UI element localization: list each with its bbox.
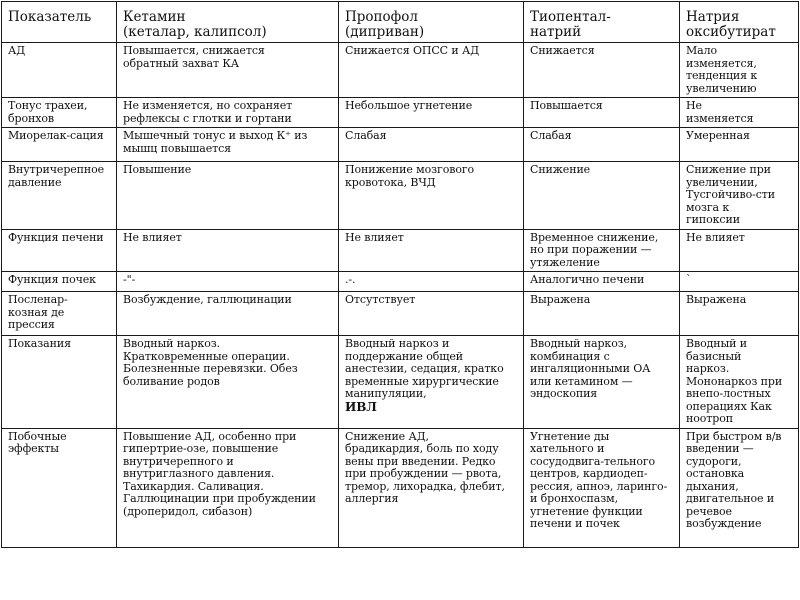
cell-propofol: .-. xyxy=(339,272,524,292)
comparison-table xyxy=(1,1,799,548)
cell-ketamine: Не влияет xyxy=(117,229,339,272)
cell-thiopental: Вводный наркоз, комбинация с ингаляционными ОА или кетамином — эндоскопия xyxy=(524,336,680,429)
cell-indicator: АД xyxy=(2,43,117,98)
row-bronchial-tone xyxy=(2,98,799,128)
cell-indicator: Внутричерепное давление xyxy=(2,162,117,230)
cell-ketamine: Повышается, снижается обратный захват КА xyxy=(117,43,339,98)
cell-ketamine: Возбуждение, галлюцинации xyxy=(117,292,339,336)
cell-indicator: Показания xyxy=(2,336,117,429)
cell-thiopental: Снижается xyxy=(524,43,680,98)
cell-ketamine: Мышечный тонус и выход К⁺ из мышц повышается xyxy=(117,128,339,162)
row-blood-pressure xyxy=(2,43,799,98)
cell-indicator: Функция почек xyxy=(2,272,117,292)
cell-oxybutyrate: Мало изменяется, тенденция к увеличению xyxy=(680,43,799,98)
row-liver-function xyxy=(2,229,799,272)
cell-thiopental: Аналогично печени xyxy=(524,272,680,292)
cell-propofol: Не влияет xyxy=(339,229,524,272)
cell-indicator: Функция печени xyxy=(2,229,117,272)
row-muscle-relaxation xyxy=(2,128,799,162)
cell-oxybutyrate: Выражена xyxy=(680,292,799,336)
cell-propofol: Вводный наркоз и поддержание общей анестезии, седация, кратко временные хирургические манипуляции, ИВЛ xyxy=(339,336,524,429)
cell-oxybutyrate: При быстром в/в введении — судороги, остановка дыхания, двигательное и речевое возбуждение xyxy=(680,428,799,547)
cell-oxybutyrate: Не изменяется xyxy=(680,98,799,128)
cell-ketamine: Повышение xyxy=(117,162,339,230)
header-ketamine: Кетамин (кеталар, калипсол) xyxy=(117,2,339,43)
cell-ketamine: Не изменяется, но сохраняет рефлексы с глотки и гортани xyxy=(117,98,339,128)
cell-propofol: Отсутствует xyxy=(339,292,524,336)
cell-ketamine: -"- xyxy=(117,272,339,292)
cell-oxybutyrate: Вводный и базисный наркоз. Мононаркоз при внепо-лостных операциях Как ноотроп xyxy=(680,336,799,429)
cell-thiopental: Угнетение ды хательного и сосудодвига-тельного центров, кардиодеп- рессия, апноэ, ларинго- и бронхоспазм, угнетение функции печени и почек xyxy=(524,428,680,547)
cell-oxybutyrate: Умеренная xyxy=(680,128,799,162)
row-postnarcotic-depression xyxy=(2,292,799,336)
cell-propofol: Снижается ОПСС и АД xyxy=(339,43,524,98)
cell-thiopental: Снижение xyxy=(524,162,680,230)
row-kidney-function xyxy=(2,272,799,292)
cell-oxybutyrate: Не влияет xyxy=(680,229,799,272)
cell-oxybutyrate: Снижение при увеличении, Тусгойчиво-сти мозга к гипоксии xyxy=(680,162,799,230)
header-oxybutyrate: Натрия оксибутират xyxy=(680,2,799,43)
row-side-effects xyxy=(2,428,799,547)
row-indications xyxy=(2,336,799,429)
cell-indicator: Побочные эффекты xyxy=(2,428,117,547)
header-indicator: Показатель xyxy=(2,2,117,43)
cell-propofol: Понижение мозгового кровотока, ВЧД xyxy=(339,162,524,230)
cell-indicator: Тонус трахеи, бронхов xyxy=(2,98,117,128)
cell-propofol: Небольшое угнетение xyxy=(339,98,524,128)
cell-thiopental: Выражена xyxy=(524,292,680,336)
cell-thiopental: Временное снижение, но при поражении — утяжеление xyxy=(524,229,680,272)
header-propofol: Пропофол (диприван) xyxy=(339,2,524,43)
cell-indicator: Миорелак-сация xyxy=(2,128,117,162)
cell-propofol: Снижение АД, брадикардия, боль по ходу вены при введении. Редко при пробуждении — рвота, тремор, лихорадка, флебит, аллергия xyxy=(339,428,524,547)
cell-thiopental: Слабая xyxy=(524,128,680,162)
cell-propofol: Слабая xyxy=(339,128,524,162)
cell-ketamine: Повышение АД, особенно при гипертрие-озе, повышение внутричерепного и внутриглазного давления. Тахикардия. Саливация. Галлюцинации при пробуждении (дроперидол, сибазон) xyxy=(117,428,339,547)
cell-ketamine: Вводный наркоз. Кратковременные операции. Болезненные перевязки. Обез боливание родов xyxy=(117,336,339,429)
cell-indicator: Посленар- козная де прессия xyxy=(2,292,117,336)
header-thiopental: Тиопентал- натрий xyxy=(524,2,680,43)
cell-thiopental: Повышается xyxy=(524,98,680,128)
header-row xyxy=(2,2,799,43)
cell-propofol-ivl: ИВЛ xyxy=(345,399,377,414)
row-intracranial-pressure xyxy=(2,162,799,230)
cell-oxybutyrate: ` xyxy=(680,272,799,292)
